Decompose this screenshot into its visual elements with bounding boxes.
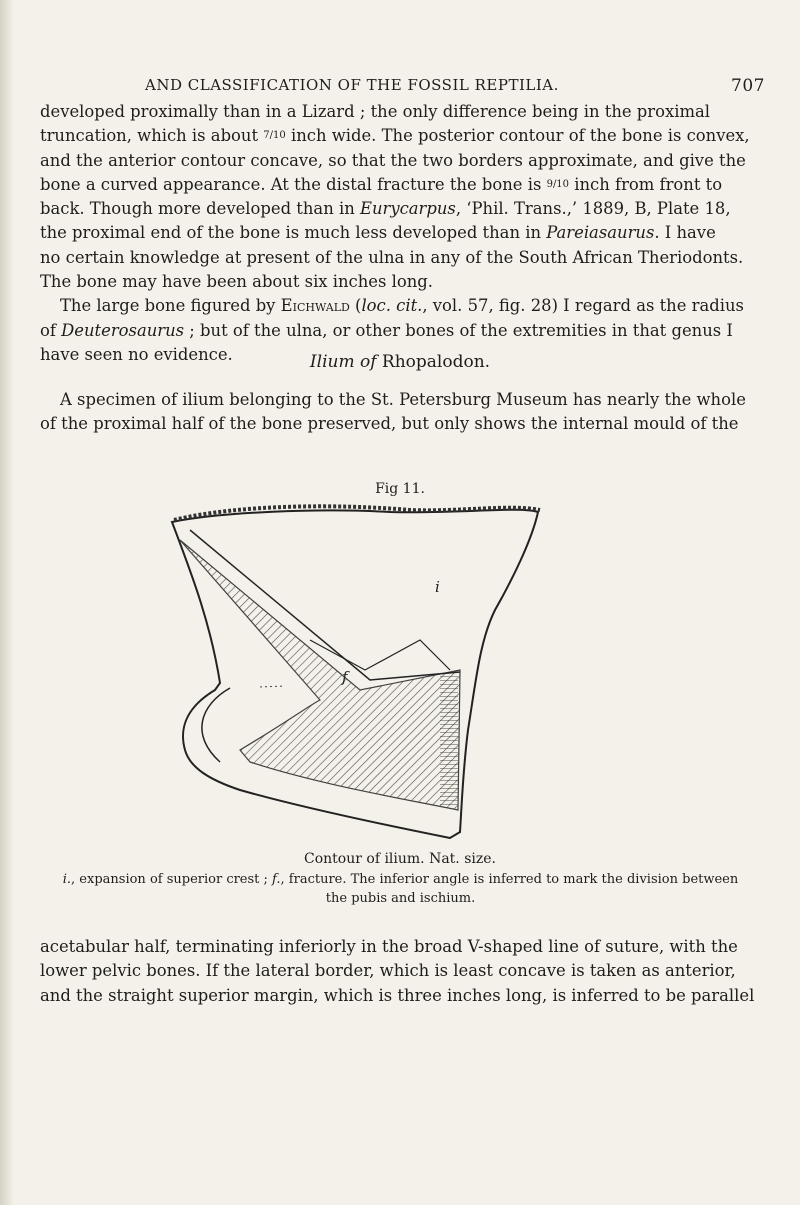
text-line: acetabular half, terminating inferiorly in the broad V-shaped line of suture, with the: [40, 937, 738, 956]
text-line: have seen no evidence.: [40, 344, 233, 364]
genus-name: Pareiasaurus: [546, 223, 655, 243]
text-line: the proximal end of the bone is much less developed than in Pareiasaurus. I have: [40, 223, 716, 243]
page-shadow: [0, 0, 14, 1205]
leader-line: [260, 686, 285, 687]
section-heading: Ilium of Rhopalodon.: [309, 352, 491, 372]
page-number: 707: [731, 76, 765, 96]
genus-name: Deuterosaurus: [61, 320, 185, 340]
text-line: lower pelvic bones. If the lateral border, which is least concave is taken as anterior,: [40, 961, 736, 981]
text-line: bone a curved appearance. At the distal fracture the bone is 9/10 inch from front to: [40, 174, 723, 194]
paragraph-acetabular: [40, 935, 765, 1008]
text-line: A specimen of ilium belonging to the St. Petersburg Museum has nearly the whole: [60, 390, 746, 409]
figure-caption-note: i., expansion of superior crest ; f., fracture. The inferior angle is inferred to mark the division between the pubis and ischium.: [62, 872, 739, 906]
text-line: and the anterior contour concave, so that the two borders approximate, and give the: [40, 150, 746, 170]
fraction: 7/10: [263, 130, 286, 142]
text-line: of the proximal half of the bone preserved, but only shows the internal mould of the: [40, 414, 739, 434]
genus-name: Eurycarpus: [359, 199, 456, 219]
author-name: Eichwald: [280, 296, 350, 316]
text-line: The large bone figured by Eichwald (loc. cit., vol. 57, fig. 28) I regard as the radius: [60, 296, 744, 316]
paragraph-ulna: [40, 100, 765, 367]
text-line: and the straight superior margin, which is three inches long, is inferred to be parallel: [40, 985, 755, 1005]
figure-label: Fig 11.: [375, 481, 425, 497]
text-line: no certain knowledge at present of the ulna in any of the South African Theriodonts.: [40, 247, 744, 267]
acetabular-curve: [202, 688, 230, 762]
text-line: of Deuterosaurus ; but of the ulna, or other bones of the extremities in that genus I: [40, 320, 733, 340]
figure-caption-title: Contour of ilium. Nat. size.: [304, 851, 496, 867]
fraction: 9/10: [546, 178, 570, 190]
text-line: developed proximally than in a Lizard ; the only difference being in the proximal: [40, 102, 711, 121]
text-line: The bone may have been about six inches long.: [40, 272, 433, 292]
superior-crest: [174, 506, 540, 520]
inner-ridge: [190, 530, 460, 680]
ilium-contour-figure: [160, 500, 560, 840]
fracture-hatch: [440, 675, 458, 805]
paragraph-ilium-intro: [40, 388, 765, 437]
running-head-title: AND CLASSIFICATION OF THE FOSSIL REPTILIA.: [145, 76, 559, 94]
figure-letter-f: f: [342, 668, 348, 686]
text-line: back. Though more developed than in Eurycarpus, ‘Phil. Trans.,’ 1889, B, Plate 18,: [40, 199, 731, 219]
text-line: truncation, which is about 7/10 inch wide. The posterior contour of the bone is convex,: [40, 126, 750, 146]
figure-letter-i: i: [435, 578, 440, 596]
